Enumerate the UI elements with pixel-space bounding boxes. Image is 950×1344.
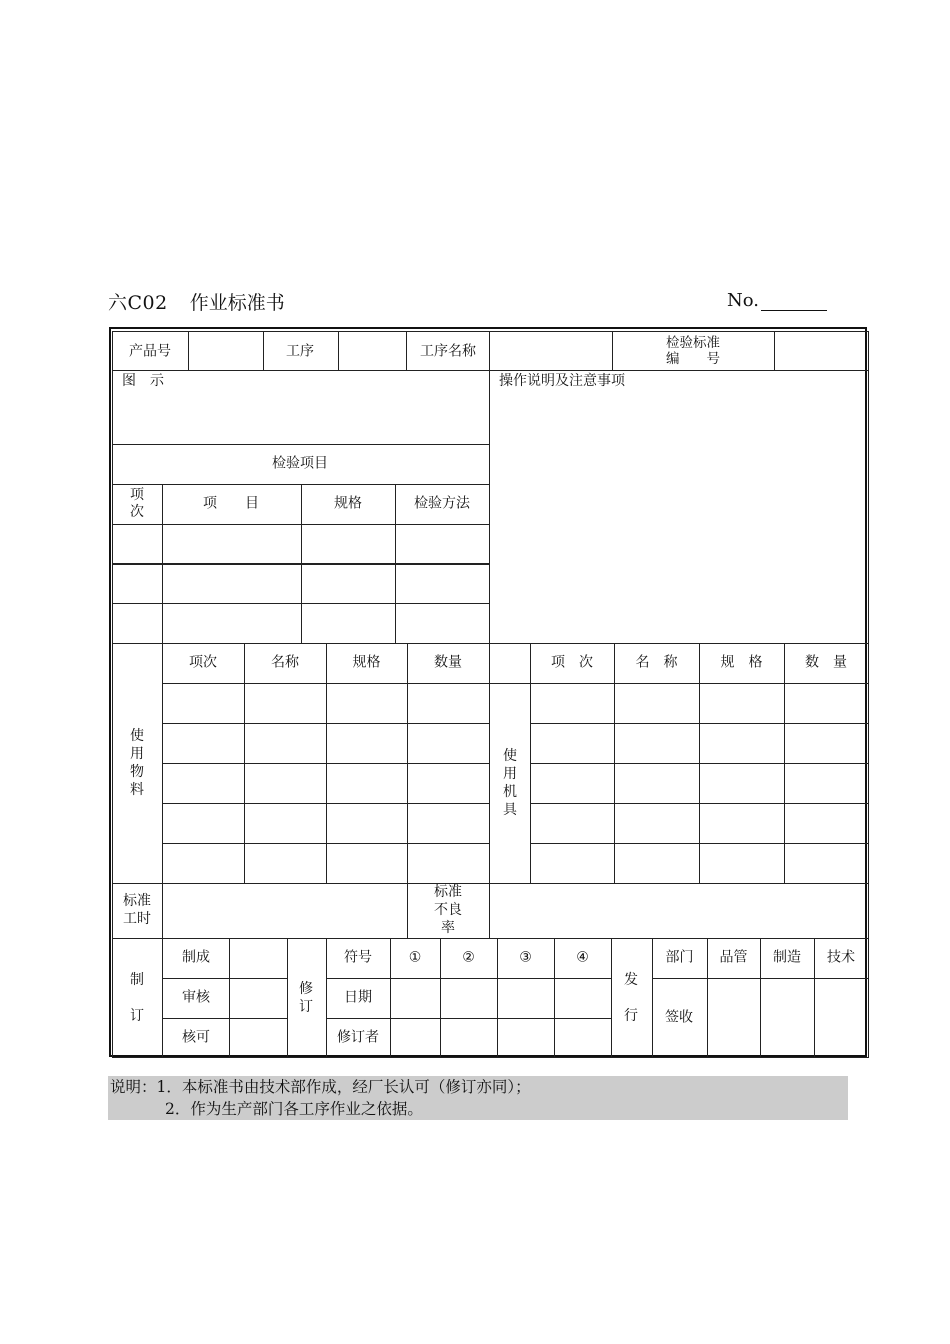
note-line-1: 说明：1．本标准书由技术部作成，经厂长认可（修订亦同）； [110,1078,531,1096]
machines-header-blank [489,643,531,684]
process-label: 工序 [286,343,314,360]
machines-row-cell[interactable] [614,803,700,844]
revision-value-cell[interactable] [554,1018,612,1058]
issue-department-2: 制造 [773,949,801,966]
process-name-label: 工序名称 [420,343,476,360]
document-number [727,290,827,311]
materials-row-cell[interactable] [407,723,490,764]
formulation-row-0: 制成 [182,949,210,966]
top-value-cell[interactable] [188,331,264,371]
machines-row-cell[interactable] [530,763,615,804]
machines-row-cell[interactable] [614,683,700,724]
materials-row-cell[interactable] [407,683,490,724]
machines-row-cell[interactable] [784,683,869,724]
inspection-row-cell[interactable] [395,603,490,644]
materials-row-cell[interactable] [326,683,408,724]
materials-header-1: 名称 [271,654,299,671]
machines-row-cell[interactable] [699,803,785,844]
materials-row-cell[interactable] [407,843,490,884]
diagram-area[interactable] [112,370,490,445]
inspection-header-spec: 规格 [334,495,362,512]
revision-row-0: 符号 [344,949,372,966]
materials-row-cell[interactable] [326,763,408,804]
materials-row-cell[interactable] [326,723,408,764]
issue-side-label: 发 行 [624,972,638,1024]
operation-notes-label: 操作说明及注意事项 [499,373,625,389]
machines-row-cell[interactable] [784,723,869,764]
inspection-header-item: 项 目 [203,495,259,512]
machines-row-cell[interactable] [784,803,869,844]
notes-block [108,1076,848,1120]
defect-rate-value[interactable] [489,883,869,939]
revision-mark-2: ③ [519,949,532,966]
inspection-row-cell[interactable] [162,563,302,604]
machines-row-cell[interactable] [784,763,869,804]
issue-department-1: 品管 [719,949,748,966]
formulation-row-1: 审核 [182,989,210,1006]
inspection-row-cell[interactable] [112,603,163,644]
machines-side-label: 使 用 机 具 [503,748,517,818]
materials-row-cell[interactable] [407,763,490,804]
inspection-row-cell[interactable] [301,563,396,604]
machines-row-cell[interactable] [614,723,700,764]
materials-row-cell[interactable] [407,803,490,844]
revision-mark-3: ④ [576,949,589,966]
inspection-header-method: 检验方法 [414,495,470,512]
materials-row-cell[interactable] [162,803,245,844]
inspection-row-cell[interactable] [162,524,302,565]
machines-row-cell[interactable] [530,683,615,724]
issue-department-3: 技术 [827,949,855,966]
revision-value-cell[interactable] [554,978,612,1019]
revision-mark-1: ② [462,949,475,966]
diagram-label: 图 示 [122,373,164,389]
machines-header-2: 规 格 [720,654,763,671]
number-field[interactable] [761,292,827,311]
revision-value-cell[interactable] [390,1018,441,1058]
inspection-row-cell[interactable] [112,563,163,604]
materials-row-cell[interactable] [162,843,245,884]
standard-time-value[interactable] [162,883,408,939]
machines-row-cell[interactable] [699,723,785,764]
inspection-header-item-no: 项 次 [130,487,144,520]
materials-header-3: 数量 [434,654,462,671]
machines-row-cell[interactable] [614,763,700,804]
materials-row-cell[interactable] [162,763,245,804]
materials-row-cell[interactable] [326,803,408,844]
top-value-cell[interactable] [338,331,407,371]
product-number-label: 产品号 [129,343,171,360]
machines-row-cell[interactable] [699,763,785,804]
materials-row-cell[interactable] [244,763,327,804]
inspection-row-cell[interactable] [162,603,302,644]
receipt-label: 签收 [665,1009,693,1026]
formulation-value-cell[interactable] [229,978,288,1019]
machines-row-cell[interactable] [530,723,615,764]
materials-row-cell[interactable] [244,843,327,884]
machines-header-0: 项 次 [551,654,593,671]
machines-row-cell[interactable] [699,683,785,724]
materials-row-cell[interactable] [244,683,327,724]
formulation-row-2: 核可 [182,1029,210,1045]
revision-value-cell[interactable] [497,978,555,1019]
revision-side-label: 修 订 [299,981,313,1015]
machines-row-cell[interactable] [530,803,615,844]
revision-row-1: 日期 [344,989,372,1006]
inspection-row-cell[interactable] [301,524,396,565]
form-code: 六C02 [108,292,168,314]
inspection-title: 检验项目 [272,455,328,472]
machines-row-cell[interactable] [530,843,615,884]
receipt-signature-cell[interactable] [707,978,761,1058]
note-line-2: 2．作为生产部门各工序作业之依据。 [165,1100,423,1118]
formulation-value-cell[interactable] [229,938,288,979]
standard-time-label: 标准 工时 [123,893,151,927]
standard-form-table [109,327,867,1057]
inspection-standard-number-label: 检验标准 编 号 [666,335,720,367]
materials-header-2: 规格 [352,654,381,671]
materials-row-cell[interactable] [162,723,245,764]
number-label: No. [727,290,759,311]
receipt-signature-cell[interactable] [760,978,815,1058]
materials-row-cell[interactable] [244,723,327,764]
top-value-cell[interactable] [774,331,869,371]
formulation-value-cell[interactable] [229,1018,288,1058]
revision-value-cell[interactable] [497,1018,555,1058]
receipt-signature-cell[interactable] [814,978,869,1058]
materials-side-label: 使 用 物 料 [130,728,144,798]
top-value-cell[interactable] [489,331,613,371]
revision-mark-0: ① [408,949,422,966]
inspection-row-cell[interactable] [301,603,396,644]
machines-row-cell[interactable] [614,843,700,884]
machines-row-cell[interactable] [784,843,869,884]
issue-department-0: 部门 [665,949,694,966]
form-title: 作业标准书 [189,292,285,314]
inspection-row-cell[interactable] [395,563,490,604]
revision-value-cell[interactable] [390,978,441,1019]
revision-value-cell[interactable] [440,978,498,1019]
machines-row-cell[interactable] [699,843,785,884]
materials-header-0: 项次 [189,654,217,671]
machines-header-3: 数 量 [805,654,847,671]
defect-rate-label: 标准 不良 率 [434,884,462,936]
materials-row-cell[interactable] [326,843,408,884]
machines-header-1: 名 称 [635,654,678,671]
revision-row-2: 修订者 [337,1029,379,1045]
operation-notes-area[interactable] [489,370,869,644]
revision-value-cell[interactable] [440,1018,498,1058]
inspection-row-cell[interactable] [112,524,163,565]
materials-row-cell[interactable] [162,683,245,724]
inspection-row-cell[interactable] [395,524,490,565]
formulation-side-label: 制 订 [130,972,144,1024]
materials-row-cell[interactable] [244,803,327,844]
document-heading [108,288,285,315]
